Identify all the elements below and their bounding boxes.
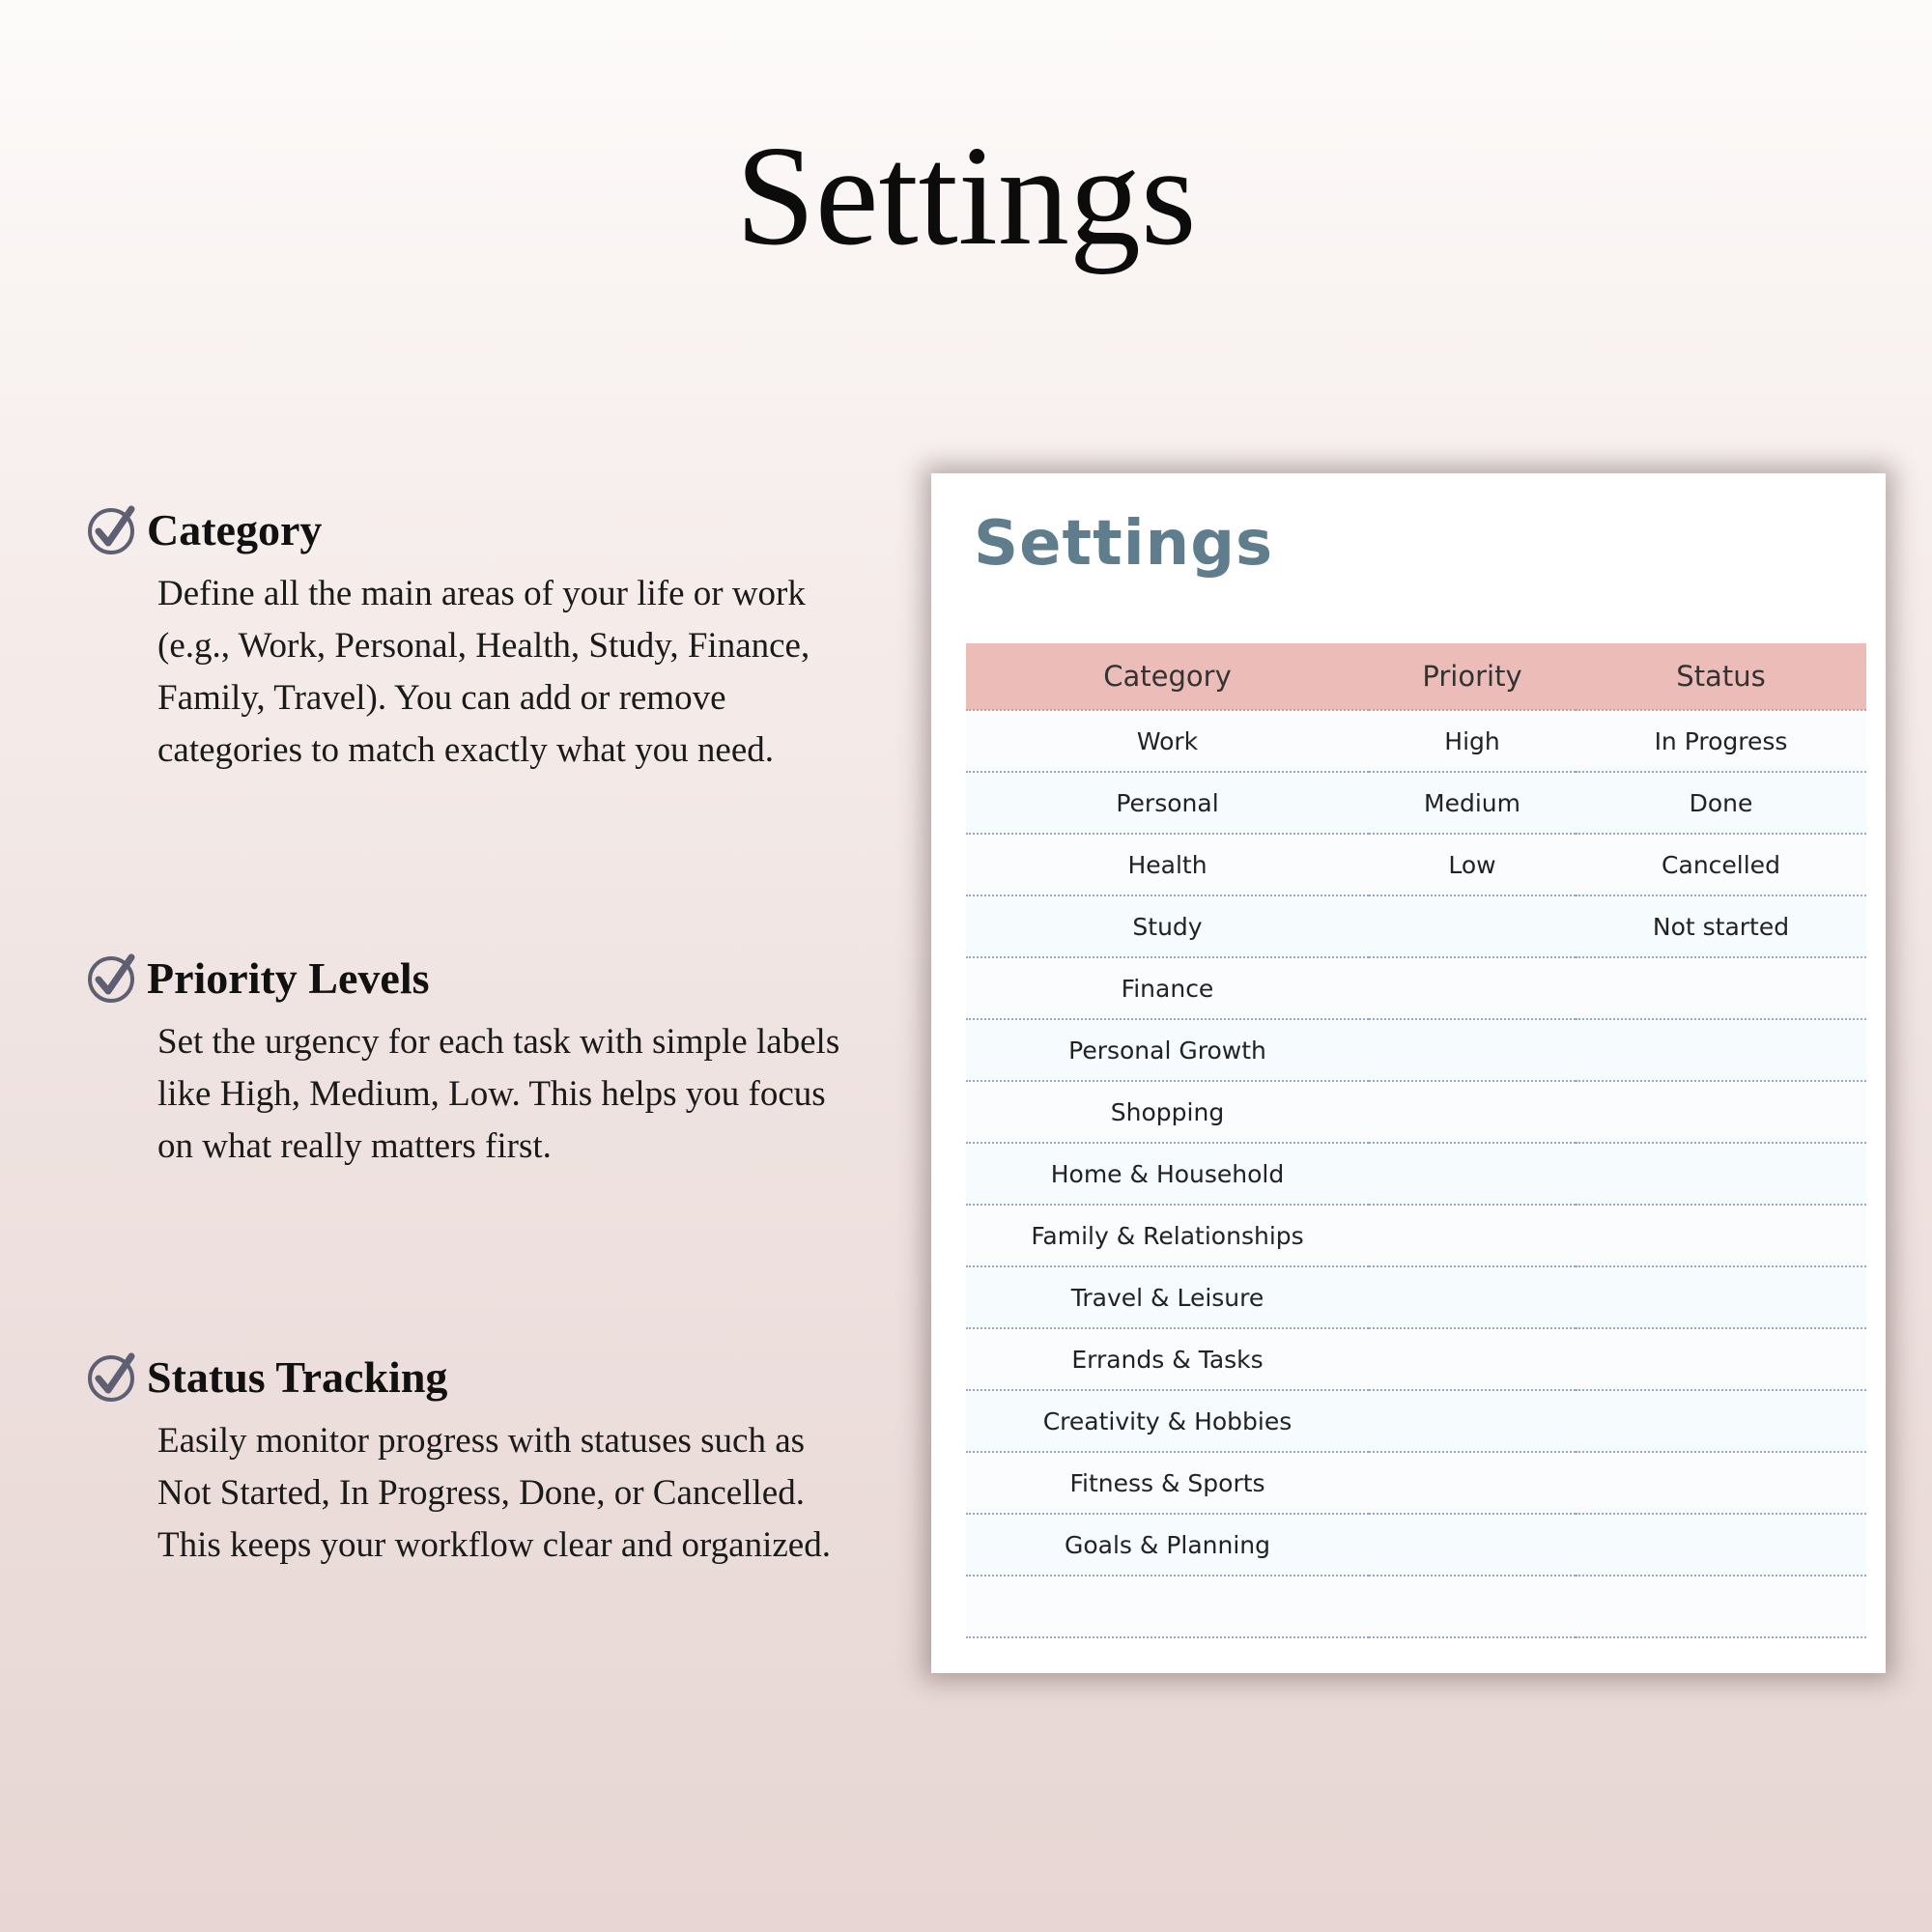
status-cell[interactable] bbox=[1576, 1328, 1866, 1390]
category-cell[interactable]: Personal bbox=[966, 772, 1369, 834]
feature-title: Status Tracking bbox=[147, 1351, 448, 1402]
feature-status-tracking bbox=[87, 1348, 860, 1572]
priority-cell[interactable] bbox=[1369, 1143, 1576, 1205]
check-circle-icon bbox=[87, 1350, 139, 1403]
priority-cell[interactable]: Medium bbox=[1369, 772, 1576, 834]
feature-priority-levels bbox=[87, 949, 860, 1173]
priority-cell[interactable] bbox=[1369, 957, 1576, 1019]
feature-description: Set the urgency for each task with simple labels like High, Medium, Low. This helps you focus on what really matters first. bbox=[157, 1022, 840, 1166]
priority-cell[interactable] bbox=[1369, 895, 1576, 957]
category-cell[interactable]: Family & Relationships bbox=[966, 1205, 1369, 1266]
feature-heading bbox=[87, 1348, 860, 1406]
column-header-status: Status bbox=[1576, 643, 1866, 710]
priority-cell[interactable] bbox=[1369, 1205, 1576, 1266]
table-row bbox=[966, 1266, 1866, 1328]
status-cell[interactable]: Done bbox=[1576, 772, 1866, 834]
feature-heading bbox=[87, 500, 860, 558]
category-cell[interactable]: Personal Growth bbox=[966, 1019, 1369, 1081]
category-cell[interactable]: Fitness & Sports bbox=[966, 1452, 1369, 1514]
status-cell[interactable] bbox=[1576, 1452, 1866, 1514]
table-row bbox=[966, 1390, 1866, 1452]
priority-cell[interactable] bbox=[1369, 1452, 1576, 1514]
column-header-category: Category bbox=[966, 643, 1369, 710]
status-cell[interactable]: Cancelled bbox=[1576, 834, 1866, 895]
status-cell[interactable] bbox=[1576, 1576, 1866, 1637]
table-header-row bbox=[966, 643, 1866, 710]
table-row bbox=[966, 1576, 1866, 1637]
category-cell[interactable]: Shopping bbox=[966, 1081, 1369, 1143]
feature-title: Priority Levels bbox=[147, 952, 430, 1003]
category-cell[interactable]: Work bbox=[966, 710, 1369, 772]
status-cell[interactable] bbox=[1576, 1081, 1866, 1143]
priority-cell[interactable] bbox=[1369, 1328, 1576, 1390]
category-cell[interactable] bbox=[966, 1576, 1369, 1637]
priority-cell[interactable] bbox=[1369, 1390, 1576, 1452]
table-row bbox=[966, 1328, 1866, 1390]
table-row bbox=[966, 1081, 1866, 1143]
settings-table bbox=[966, 643, 1866, 1638]
table-row bbox=[966, 895, 1866, 957]
status-cell[interactable] bbox=[1576, 957, 1866, 1019]
status-cell[interactable]: In Progress bbox=[1576, 710, 1866, 772]
priority-cell[interactable] bbox=[1369, 1576, 1576, 1637]
category-cell[interactable]: Study bbox=[966, 895, 1369, 957]
check-circle-icon bbox=[87, 503, 139, 555]
status-cell[interactable] bbox=[1576, 1266, 1866, 1328]
category-cell[interactable]: Home & Household bbox=[966, 1143, 1369, 1205]
priority-cell[interactable] bbox=[1369, 1081, 1576, 1143]
table-row bbox=[966, 1205, 1866, 1266]
category-cell[interactable]: Finance bbox=[966, 957, 1369, 1019]
status-cell[interactable]: Not started bbox=[1576, 895, 1866, 957]
status-cell[interactable] bbox=[1576, 1390, 1866, 1452]
table-row bbox=[966, 1143, 1866, 1205]
category-cell[interactable]: Creativity & Hobbies bbox=[966, 1390, 1369, 1452]
status-cell[interactable] bbox=[1576, 1143, 1866, 1205]
status-cell[interactable] bbox=[1576, 1514, 1866, 1576]
table-row bbox=[966, 710, 1866, 772]
feature-description: Easily monitor progress with statuses such as Not Started, In Progress, Done, or Cancelled. This keeps your workflow clear and organized. bbox=[157, 1421, 831, 1565]
priority-cell[interactable]: Low bbox=[1369, 834, 1576, 895]
table-row bbox=[966, 834, 1866, 895]
feature-category bbox=[87, 500, 860, 777]
priority-cell[interactable] bbox=[1369, 1266, 1576, 1328]
priority-cell[interactable] bbox=[1369, 1514, 1576, 1576]
feature-description: Define all the main areas of your life or work (e.g., Work, Personal, Health, Study, Finance, Family, Travel). You can add or remove categories to match exactly what you need. bbox=[157, 574, 810, 770]
priority-cell[interactable]: High bbox=[1369, 710, 1576, 772]
sheet-title: Settings bbox=[974, 508, 1274, 580]
check-circle-icon bbox=[87, 952, 139, 1004]
priority-cell[interactable] bbox=[1369, 1019, 1576, 1081]
page-title: Settings bbox=[735, 117, 1197, 275]
status-cell[interactable] bbox=[1576, 1019, 1866, 1081]
status-cell[interactable] bbox=[1576, 1205, 1866, 1266]
table-row bbox=[966, 1514, 1866, 1576]
column-header-priority: Priority bbox=[1369, 643, 1576, 710]
table-row bbox=[966, 772, 1866, 834]
category-cell[interactable]: Health bbox=[966, 834, 1369, 895]
table-row bbox=[966, 957, 1866, 1019]
table-row bbox=[966, 1019, 1866, 1081]
category-cell[interactable]: Travel & Leisure bbox=[966, 1266, 1369, 1328]
table-row bbox=[966, 1452, 1866, 1514]
category-cell[interactable]: Goals & Planning bbox=[966, 1514, 1369, 1576]
category-cell[interactable]: Errands & Tasks bbox=[966, 1328, 1369, 1390]
feature-title: Category bbox=[147, 504, 323, 554]
feature-heading bbox=[87, 949, 860, 1007]
settings-sheet-preview bbox=[931, 473, 1886, 1673]
